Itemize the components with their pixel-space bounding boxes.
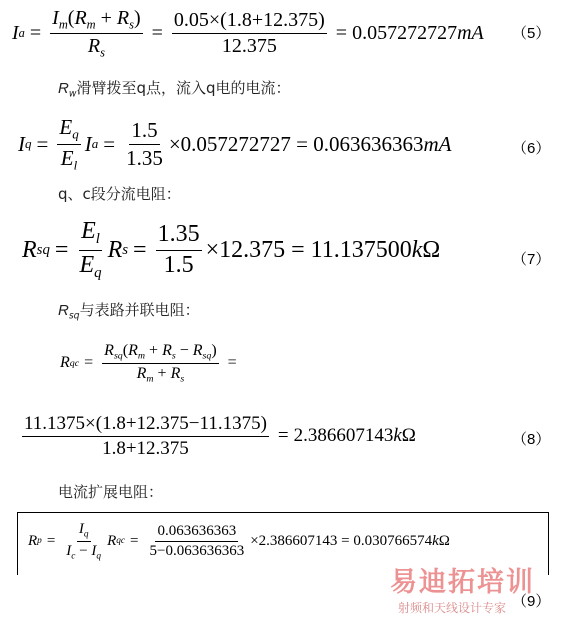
caption-qc-shunt: q、c段分流电阻： [58, 185, 181, 203]
watermark-brand: 易迪拓培训 [390, 567, 535, 598]
equation-5 [12, 8, 574, 58]
equation-5-math: I a = $\frac{I_m(R_m + R_s)}{R_s}$ = $\frac{0.05\times(1.8+12.375)}{12.375}$ = 0.057272727mA [12, 6, 484, 59]
equation-8-value [18, 408, 574, 464]
watermark-tagline: 射频和天线设计专家 [398, 601, 507, 615]
caption-rsq-parallel: $R_{sq}$与表路并联电阻： [58, 301, 200, 322]
equation-6-math: I q = $\frac{E_q}{E_l}$ I a = $\frac{1.5}{1.35}$ ×0.057272727 = 0.063636363mA [18, 115, 452, 173]
equation-6 [18, 116, 574, 172]
equation-6-number: （6） [512, 140, 551, 157]
equation-9-number: （9） [512, 593, 551, 610]
equation-9-math: R p = $\frac{I_q}{I_c - I_q}$ R qc = $\frac{0.063636363}{5-0.063636363}$ ×2.386607143 = 0.030766574kΩ [28, 521, 450, 562]
equation-8-definition-math: R qc = $\frac{R_{sq}(R_m + R_s - R_{sq})}{R_m + R_s}$ = [60, 341, 237, 384]
watermark-logo [390, 560, 570, 616]
equation-7-math: R sq = $\frac{E_l}{E_q}$ R s = $\frac{1.35}{1.5}$ ×12.375 = 11.137500kΩ [22, 218, 441, 281]
equation-7 [22, 214, 574, 286]
equation-8-definition [60, 335, 574, 391]
equation-7-number: （7） [512, 251, 551, 268]
equation-8-number: （8） [512, 431, 551, 448]
caption-expansion-resistor: 电流扩展电阻： [58, 483, 164, 501]
equation-8-value-math: $\frac{11.1375\times(1.8+12.375-11.1375)}{1.8+12.375}$ = 2.386607143kΩ [24, 412, 416, 459]
caption-current-into-q: $R_w$滑臂拨至q点，流入q电的电流： [58, 79, 291, 100]
equation-5-number: （5） [512, 25, 551, 42]
